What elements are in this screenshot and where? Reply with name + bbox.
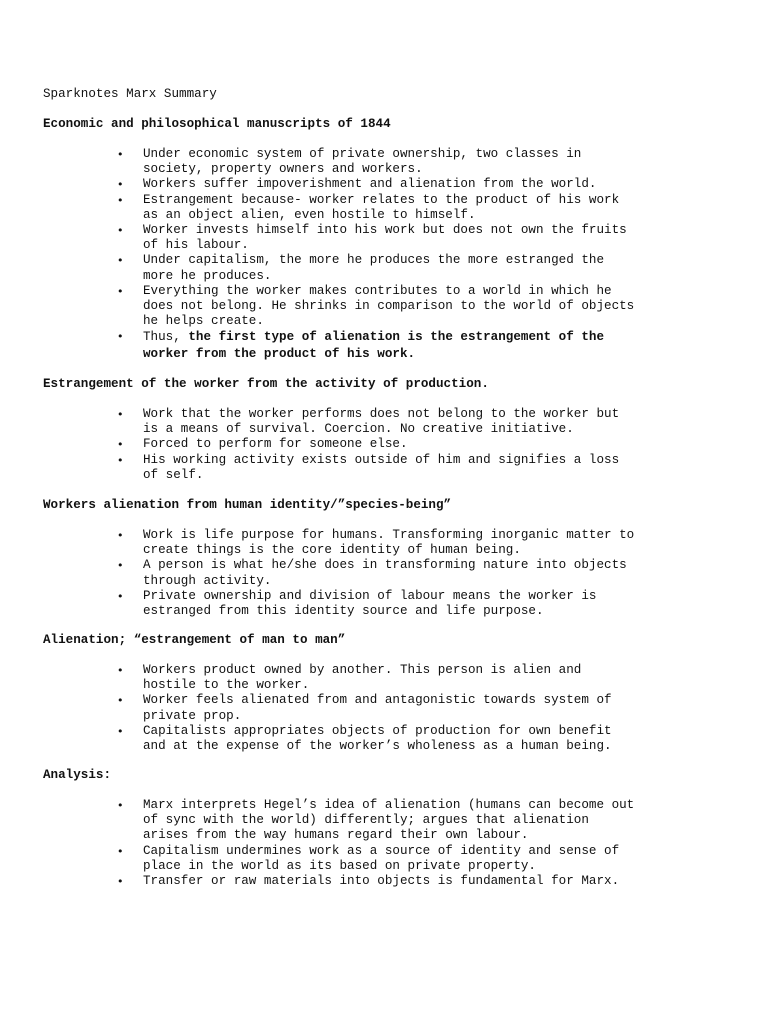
bullet-icon: • [117, 664, 124, 677]
bullet-icon: • [117, 875, 124, 889]
section-heading: Analysis: [43, 768, 112, 782]
list-item: • Workers suffer impoverishment and alienation from the world. [117, 177, 597, 192]
bullet-list [0, 528, 768, 619]
list-item: • Forced to perform for someone else. [117, 437, 408, 452]
list-item: • Under capitalism, the more he produces the more estranged the more he produces. [117, 253, 605, 283]
section-heading: Workers alienation from human identity/”species-being” [43, 498, 452, 512]
list-item: • Marx interprets Hegel’s idea of alienation (humans can become out of sync with the world) differently; argues that alienation arises from the way humans regard their own labour. [117, 798, 635, 843]
list-item: • Thus, the first type of alienation is the estrangement of the worker from the product of his work. [117, 330, 605, 361]
bullet-icon: • [117, 148, 124, 161]
bullet-icon: • [117, 724, 124, 738]
section-heading: Economic and philosophical manuscripts of 1844 [43, 117, 391, 131]
bullet-icon: • [117, 330, 124, 344]
list-item: • A person is what he/she does in transforming nature into objects through activity. [117, 558, 627, 588]
list-item: • Capitalism undermines work as a source of identity and sense of place in the world as its based on private property. [117, 843, 620, 873]
section-heading: Alienation; “estrangement of man to man” [43, 633, 346, 647]
bullet-icon: • [117, 178, 124, 192]
list-item: • Estrangement because- worker relates to the product of his work as an object alien, even hostile to himself. [117, 192, 620, 222]
bullet-icon: • [117, 254, 124, 268]
list-item: • Everything the worker makes contributes to a world in which he does not belong. He shrinks in comparison to the world of objects he helps create. [117, 283, 635, 329]
bullet-icon: • [117, 559, 124, 573]
list-item: • Worker feels alienated from and antagonistic towards system of private prop. [117, 693, 612, 723]
bullet-list [0, 798, 768, 889]
list-item: • Private ownership and division of labour means the worker is estranged from this identity source and life purpose. [117, 588, 597, 619]
bullet-icon: • [117, 694, 124, 708]
list-item: • Worker invests himself into his work but does not own the fruits of his labour. [117, 223, 627, 253]
bullet-icon: • [117, 224, 124, 238]
bullet-list [0, 407, 768, 483]
bullet-icon: • [117, 844, 124, 858]
list-item: • His working activity exists outside of him and signifies a loss of self. [117, 452, 620, 482]
bullet-list [0, 663, 768, 754]
list-item: • Under economic system of private ownership, two classes in society, property owners and workers. [117, 147, 582, 177]
document-title: Sparknotes Marx Summary [43, 87, 217, 101]
list-item: • Capitalists appropriates objects of production for own benefit and at the expense of the worker’s wholeness as a human being. [117, 723, 612, 754]
bullet-list [0, 147, 768, 362]
bullet-icon: • [117, 453, 124, 467]
bullet-icon: • [117, 284, 124, 298]
list-item: • Workers product owned by another. This person is alien and hostile to the worker. [117, 663, 582, 693]
list-item: • Work that the worker performs does not belong to the worker but is a means of survival. Coercion. No creative initiative. [117, 407, 620, 437]
bullet-icon: • [117, 589, 124, 603]
list-item: • Transfer or raw materials into objects is fundamental for Marx. [117, 874, 620, 889]
bullet-icon: • [117, 799, 124, 812]
section-heading: Estrangement of the worker from the activity of production. [43, 377, 489, 391]
bullet-icon: • [117, 408, 124, 421]
bullet-icon: • [117, 438, 124, 452]
list-item: • Work is life purpose for humans. Transforming inorganic matter to create things is the core identity of human being. [117, 528, 635, 558]
bullet-icon: • [117, 193, 124, 207]
bullet-icon: • [117, 529, 124, 542]
